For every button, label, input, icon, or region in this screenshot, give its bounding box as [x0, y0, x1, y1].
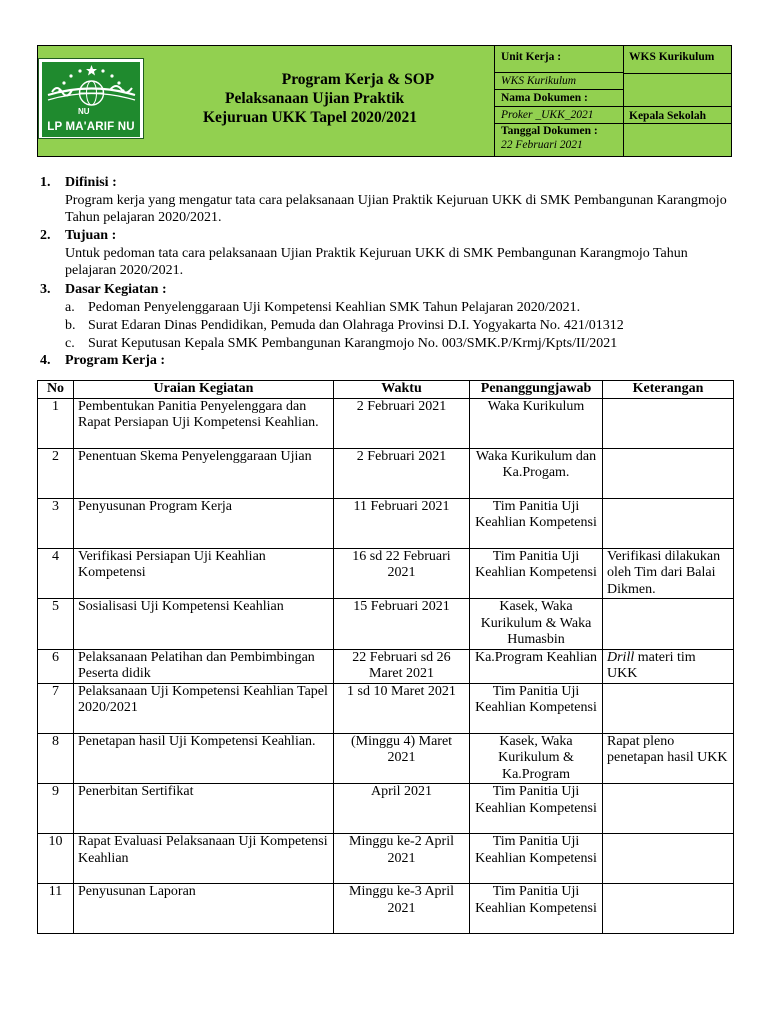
- table-cell-uraian: Penyusunan Program Kerja: [74, 498, 334, 548]
- lp-maarif-nu-logo: [38, 58, 144, 139]
- table-row: [38, 834, 734, 884]
- section-tujuan-heading: [40, 227, 116, 244]
- table-cell-penanggungjawab: Tim Panitia Uji Keahlian Kompetensi: [470, 784, 603, 834]
- logo-label: LP MA'ARIF NU: [42, 118, 140, 137]
- table-cell-keterangan: [603, 398, 734, 448]
- table-row: [38, 498, 734, 548]
- logo-emblem: [42, 62, 140, 118]
- table-cell-uraian: Penerbitan Sertifikat: [74, 784, 334, 834]
- table-cell-no: 4: [38, 548, 74, 599]
- table-cell-waktu: April 2021: [334, 784, 470, 834]
- table-cell-penanggungjawab: Ka.Program Keahlian: [470, 649, 603, 683]
- table-cell-no: 8: [38, 733, 74, 784]
- table-cell-keterangan: [603, 448, 734, 498]
- table-cell-uraian: Pelaksanaan Pelatihan dan Pembimbingan Peserta didik: [74, 649, 334, 683]
- table-cell-penanggungjawab: Tim Panitia Uji Keahlian Kompetensi: [470, 498, 603, 548]
- table-row: [38, 683, 734, 733]
- table-cell-uraian: Pelaksanaan Uji Kompetensi Keahlian Tapel 2020/2021: [74, 683, 334, 733]
- table-cell-waktu: 2 Februari 2021: [334, 398, 470, 448]
- section-number: 2.: [40, 228, 51, 243]
- section-number: 4.: [40, 353, 51, 368]
- section-program-heading: [40, 352, 165, 369]
- table-cell-keterangan: [603, 683, 734, 733]
- header-divider: [494, 106, 624, 107]
- document-title: [183, 70, 493, 127]
- table-cell-penanggungjawab: Tim Panitia Uji Keahlian Kompetensi: [470, 884, 603, 934]
- wks-kurikulum-value: WKS Kurikulum: [501, 75, 577, 87]
- table-cell-no: 3: [38, 498, 74, 548]
- kepala-sekolah-label: Kepala Sekolah: [629, 110, 707, 122]
- table-cell-penanggungjawab: Kasek, Waka Kurikulum & Ka.Program: [470, 733, 603, 784]
- header-divider: [494, 72, 624, 73]
- table-cell-penanggungjawab: Tim Panitia Uji Keahlian Kompetensi: [470, 548, 603, 599]
- table-cell-penanggungjawab: Waka Kurikulum: [470, 398, 603, 448]
- table-cell-no: 1: [38, 398, 74, 448]
- tanggal-dokumen-value: 22 Februari 2021: [501, 139, 583, 151]
- dasar-item-text: Pedoman Penyelenggaraan Uji Kompetensi Keahlian SMK Tahun Pelajaran 2020/2021.: [88, 300, 581, 315]
- dasar-item-text: Surat Keputusan Kepala SMK Pembangunan Karangmojo No. 003/SMK.P/Krmj/Kpts/II/2021: [88, 336, 618, 351]
- table-cell-waktu: 2 Februari 2021: [334, 448, 470, 498]
- keterangan-text: materi tim UKK: [607, 649, 696, 681]
- table-cell-uraian: Penetapan hasil Uji Kompetensi Keahlian.: [74, 733, 334, 784]
- table-row: [38, 649, 734, 683]
- header-divider: [623, 106, 732, 107]
- table-row: [38, 599, 734, 650]
- table-cell-keterangan: [603, 649, 734, 683]
- table-cell-keterangan: [603, 884, 734, 934]
- title-line-1: Program Kerja & SOP: [281, 71, 435, 88]
- column-header-penanggungjawab: Penanggungjawab: [470, 381, 603, 399]
- keterangan-emphasis: Drill: [607, 649, 635, 665]
- table-cell-keterangan: Verifikasi dilakukan oleh Tim dari Balai Dikmen.: [603, 548, 734, 599]
- table-row: [38, 448, 734, 498]
- section-number: 3.: [40, 282, 51, 297]
- table-row: [38, 733, 734, 784]
- table-cell-uraian: Penyusunan Laporan: [74, 884, 334, 934]
- dasar-item: [65, 317, 624, 334]
- nama-dokumen-value: Proker _UKK_2021: [501, 109, 594, 121]
- table-cell-uraian: Rapat Evaluasi Pelaksanaan Uji Kompetensi Keahlian: [74, 834, 334, 884]
- table-row: [38, 884, 734, 934]
- table-cell-keterangan: Rapat pleno penetapan hasil UKK: [603, 733, 734, 784]
- column-header-keterangan: Keterangan: [603, 381, 734, 399]
- dasar-item-letter: b.: [65, 318, 76, 333]
- table-cell-keterangan: [603, 599, 734, 650]
- table-cell-waktu: 1 sd 10 Maret 2021: [334, 683, 470, 733]
- section-title: Difinisi :: [65, 175, 117, 190]
- table-cell-uraian: Pembentukan Panitia Penyelenggara dan Rapat Persiapan Uji Kompetensi Keahlian.: [74, 398, 334, 448]
- table-row: [38, 398, 734, 448]
- section-tujuan-text: Untuk pedoman tata cara pelaksanaan Ujian Praktik Kejuruan UKK di SMK Pembangunan Karangmojo Tahun pelajaran 2020/2021.: [65, 246, 688, 278]
- table-cell-keterangan: [603, 834, 734, 884]
- table-cell-no: 2: [38, 448, 74, 498]
- title-line-2: Pelaksanaan Ujian Praktik: [225, 90, 405, 107]
- header-divider: [494, 46, 495, 156]
- header-divider: [494, 89, 624, 90]
- table-cell-uraian: Verifikasi Persiapan Uji Keahlian Kompetensi: [74, 548, 334, 599]
- table-cell-no: 11: [38, 884, 74, 934]
- nama-dokumen-label: Nama Dokumen :: [501, 92, 588, 104]
- table-cell-waktu: 11 Februari 2021: [334, 498, 470, 548]
- document-header: [37, 45, 732, 157]
- table-cell-waktu: 15 Februari 2021: [334, 599, 470, 650]
- table-cell-no: 5: [38, 599, 74, 650]
- tanggal-dokumen-label: Tanggal Dokumen :: [501, 125, 598, 137]
- column-header-uraian: Uraian Kegiatan: [74, 381, 334, 399]
- table-cell-waktu: Minggu ke-3 April 2021: [334, 884, 470, 934]
- table-cell-keterangan: [603, 784, 734, 834]
- table-cell-no: 7: [38, 683, 74, 733]
- section-number: 1.: [40, 175, 51, 190]
- table-cell-no: 9: [38, 784, 74, 834]
- table-row: [38, 548, 734, 599]
- table-header-row: [38, 381, 734, 399]
- section-definisi-heading: [40, 174, 117, 191]
- table-cell-no: 6: [38, 649, 74, 683]
- unit-kerja-label: Unit Kerja :: [501, 51, 562, 63]
- section-title: Tujuan :: [65, 228, 117, 243]
- table-cell-waktu: Minggu ke-2 April 2021: [334, 834, 470, 884]
- dasar-item: [65, 299, 580, 316]
- logo-emblem-letters: NU: [78, 107, 90, 116]
- table-cell-no: 10: [38, 834, 74, 884]
- dasar-item: [65, 335, 617, 352]
- header-divider: [623, 46, 624, 156]
- table-cell-penanggungjawab: Waka Kurikulum dan Ka.Progam.: [470, 448, 603, 498]
- table-cell-uraian: Sosialisasi Uji Kompetensi Keahlian: [74, 599, 334, 650]
- table-cell-waktu: (Minggu 4) Maret 2021: [334, 733, 470, 784]
- table-cell-penanggungjawab: Tim Panitia Uji Keahlian Kompetensi: [470, 683, 603, 733]
- dasar-item-letter: c.: [65, 336, 75, 351]
- section-definisi-text: Program kerja yang mengatur tata cara pelaksanaan Ujian Praktik Kejuruan UKK di SMK Pembangunan Karangmojo Tahun pelajaran 2020/2021.: [65, 193, 727, 225]
- table-cell-penanggungjawab: Kasek, Waka Kurikulum & Waka Humasbin: [470, 599, 603, 650]
- table-cell-uraian: Penentuan Skema Penyelenggaraan Ujian: [74, 448, 334, 498]
- program-kerja-table: [37, 380, 734, 934]
- header-divider: [623, 73, 732, 74]
- nu-globe-icon: [42, 62, 141, 118]
- section-title: Program Kerja :: [65, 353, 166, 368]
- table-cell-keterangan: [603, 498, 734, 548]
- dasar-item-letter: a.: [65, 300, 75, 315]
- column-header-waktu: Waktu: [334, 381, 470, 399]
- column-header-no: No: [38, 381, 74, 399]
- table-cell-waktu: 22 Februari sd 26 Maret 2021: [334, 649, 470, 683]
- unit-kerja-value: WKS Kurikulum: [629, 51, 715, 63]
- section-dasar-heading: [40, 281, 167, 298]
- table-cell-penanggungjawab: Tim Panitia Uji Keahlian Kompetensi: [470, 834, 603, 884]
- title-line-3: Kejuruan UKK Tapel 2020/2021: [203, 109, 418, 126]
- section-title: Dasar Kegiatan :: [65, 282, 167, 297]
- table-cell-waktu: 16 sd 22 Februari 2021: [334, 548, 470, 599]
- table-row: [38, 784, 734, 834]
- dasar-item-text: Surat Edaran Dinas Pendidikan, Pemuda dan Olahraga Provinsi D.I. Yogyakarta No. 421/01312: [88, 318, 624, 333]
